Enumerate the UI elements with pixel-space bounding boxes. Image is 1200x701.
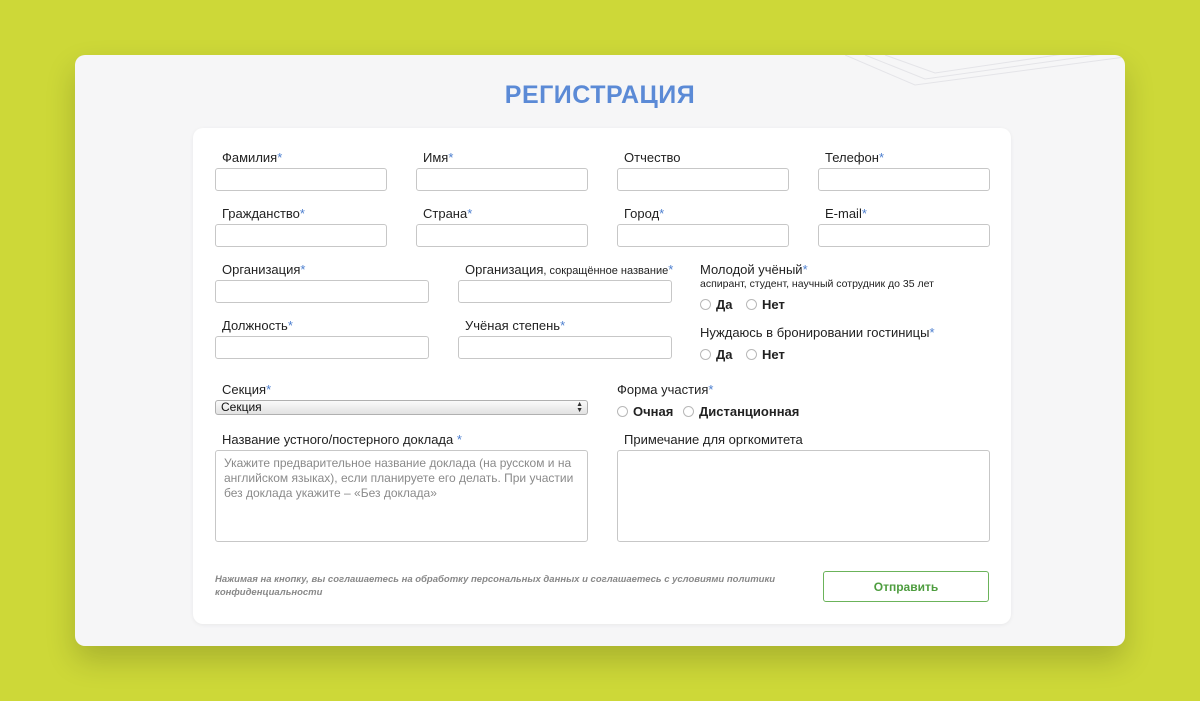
page-title: РЕГИСТРАЦИЯ (504, 81, 696, 109)
citizenship-input[interactable] (215, 224, 387, 247)
country-input[interactable] (416, 224, 588, 247)
young-scientist-yes-radio[interactable]: Да (700, 297, 733, 312)
submit-button[interactable]: Отправить (823, 571, 989, 602)
radio-circle (746, 349, 757, 360)
patronymic-input[interactable] (617, 168, 789, 191)
position-label: Должность* (222, 318, 293, 333)
note-label: Примечание для оргкомитета (624, 432, 803, 447)
degree-input[interactable] (458, 336, 672, 359)
report-title-textarea[interactable]: Укажите предварительное название доклада (на русском и на английском языках), если планируете его делать. При участии без доклада укажите – «Без доклада» (215, 450, 588, 542)
organization-short-input[interactable] (458, 280, 672, 303)
city-input[interactable] (617, 224, 789, 247)
organization-input[interactable] (215, 280, 429, 303)
hotel-no-radio[interactable]: Нет (746, 347, 785, 362)
participation-in-person-radio[interactable]: Очная (617, 404, 673, 419)
surname-label: Фамилия* (222, 150, 283, 165)
select-arrows-icon: ▲ ▼ (576, 401, 583, 414)
note-textarea[interactable] (617, 450, 990, 542)
organization-label: Организация* (222, 262, 306, 277)
registration-form (193, 128, 1011, 624)
section-label: Секция* (222, 382, 272, 397)
email-input[interactable] (818, 224, 990, 247)
young-scientist-label: Молодой учёный* (700, 262, 808, 277)
participation-remote-radio[interactable]: Дистанционная (683, 404, 799, 419)
report-title-label: Название устного/постерного доклада * (222, 432, 462, 447)
surname-input[interactable] (215, 168, 387, 191)
hotel-label: Нуждаюсь в бронировании гостиницы* (700, 325, 935, 340)
radio-circle (683, 406, 694, 417)
name-label: Имя* (423, 150, 454, 165)
radio-circle (700, 349, 711, 360)
phone-label: Телефон* (825, 150, 884, 165)
section-select[interactable]: Секция ▲ ▼ (215, 400, 588, 415)
country-label: Страна* (423, 206, 473, 221)
position-input[interactable] (215, 336, 429, 359)
hotel-yes-radio[interactable]: Да (700, 347, 733, 362)
radio-circle (617, 406, 628, 417)
citizenship-label: Гражданство* (222, 206, 305, 221)
patronymic-label: Отчество (624, 150, 681, 165)
radio-circle (700, 299, 711, 310)
organization-short-label: Организация, сокращённое название* (465, 262, 674, 277)
city-label: Город* (624, 206, 665, 221)
consent-text: Нажимая на кнопку, вы соглашаетесь на обработку персональных данных и соглашаетесь с условиями политики конфиденциальности (215, 574, 776, 598)
email-label: E-mail* (825, 206, 867, 221)
participation-label: Форма участия* (617, 382, 714, 397)
young-scientist-hint: аспирант, студент, научный сотрудник до 35 лет (700, 278, 934, 290)
degree-label: Учёная степень* (465, 318, 566, 333)
phone-input[interactable] (818, 168, 990, 191)
young-scientist-no-radio[interactable]: Нет (746, 297, 785, 312)
name-input[interactable] (416, 168, 588, 191)
registration-window (75, 55, 1125, 646)
radio-circle (746, 299, 757, 310)
